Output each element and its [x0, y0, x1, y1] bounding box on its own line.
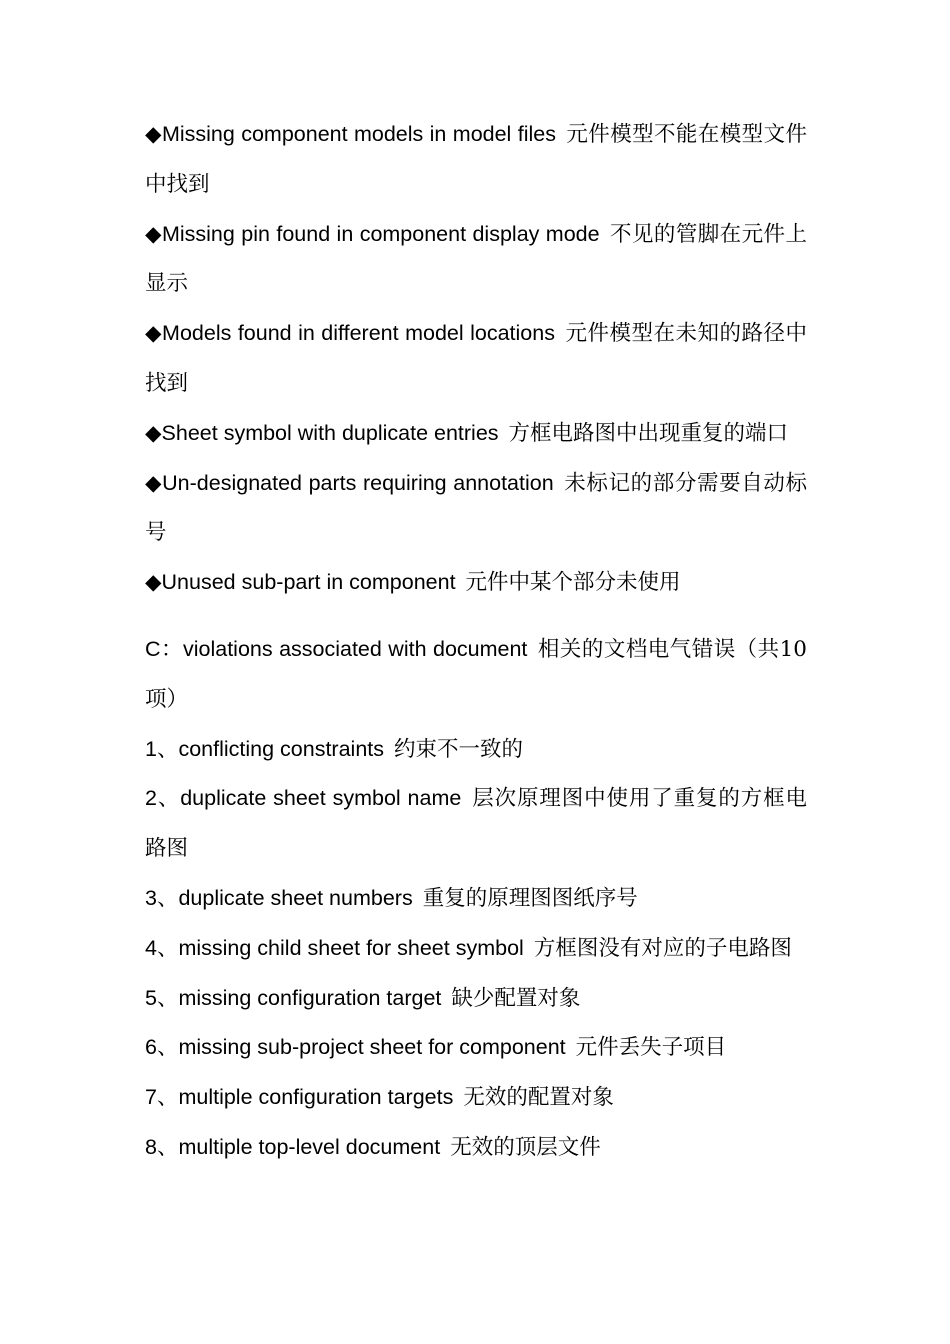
document-item-4 — [145, 924, 807, 974]
missing-item-5-en: ◆Un-designated parts requiring annotation — [145, 470, 554, 495]
missing-item-4 — [145, 409, 807, 459]
document-item-1-en: 1、conflicting constraints — [145, 736, 384, 761]
document-item-5-en: 5、missing configuration target — [145, 985, 442, 1010]
document-item-5-zh: 缺少配置对象 — [451, 985, 581, 1011]
document-item-1-zh: 约束不一致的 — [394, 736, 524, 762]
document-item-8-en: 8、multiple top-level document — [145, 1134, 441, 1159]
document-item-2-en: 2、duplicate sheet symbol name — [145, 786, 462, 811]
missing-item-5-zh: 未标记的部分需要自动标号 — [145, 470, 807, 546]
document-item-5 — [145, 974, 807, 1024]
document-item-7 — [145, 1073, 807, 1123]
page-content — [145, 110, 807, 1173]
missing-item-2 — [145, 210, 807, 310]
document-item-4-zh: 方框图没有对应的子电路图 — [533, 935, 792, 961]
document-item-7-zh: 无效的配置对象 — [463, 1085, 614, 1111]
document-item-7-en: 7、multiple configuration targets — [145, 1085, 454, 1110]
section-c-heading — [145, 625, 807, 725]
missing-item-4-zh: 方框电路图中出现重复的端口 — [508, 420, 789, 446]
document-item-3-zh: 重复的原理图图纸序号 — [422, 885, 638, 911]
missing-item-3-en: ◆Models found in different model locations — [145, 321, 555, 346]
section-c-heading-zh: 相关的文档电气错误（共10项） — [145, 636, 807, 712]
missing-item-6-zh: 元件中某个部分未使用 — [465, 570, 681, 596]
missing-item-6 — [145, 558, 807, 608]
missing-item-6-en: ◆Unused sub-part in component — [145, 570, 456, 595]
document-item-4-en: 4、missing child sheet for sheet symbol — [145, 935, 524, 960]
document-item-2-zh: 层次原理图中使用了重复的方框电路图 — [145, 786, 807, 862]
missing-item-3 — [145, 309, 807, 409]
document-item-6 — [145, 1023, 807, 1073]
missing-item-3-zh: 元件模型在未知的路径中找到 — [145, 321, 807, 396]
missing-item-1-zh: 元件模型不能在模型文件中找到 — [145, 122, 807, 197]
document-item-6-en: 6、missing sub-project sheet for component — [145, 1035, 566, 1060]
document-item-1 — [145, 725, 807, 775]
missing-item-2-zh: 不见的管脚在元件上显示 — [145, 221, 807, 297]
missing-item-1-en: ◆Missing component models in model files — [145, 122, 556, 146]
section-c-heading-en: C：violations associated with document — [145, 636, 528, 661]
document-item-6-zh: 元件丢失子项目 — [575, 1035, 727, 1061]
missing-item-2-en: ◆Missing pin found in component display mode — [145, 221, 600, 246]
document-item-3-en: 3、duplicate sheet numbers — [145, 885, 413, 910]
document-item-3 — [145, 874, 807, 924]
document-item-8 — [145, 1123, 807, 1173]
document-item-2 — [145, 774, 807, 874]
missing-item-1 — [145, 110, 807, 210]
document-item-8-zh: 无效的顶层文件 — [450, 1134, 601, 1160]
missing-item-5 — [145, 459, 807, 559]
missing-item-4-en: ◆Sheet symbol with duplicate entries — [145, 420, 499, 445]
